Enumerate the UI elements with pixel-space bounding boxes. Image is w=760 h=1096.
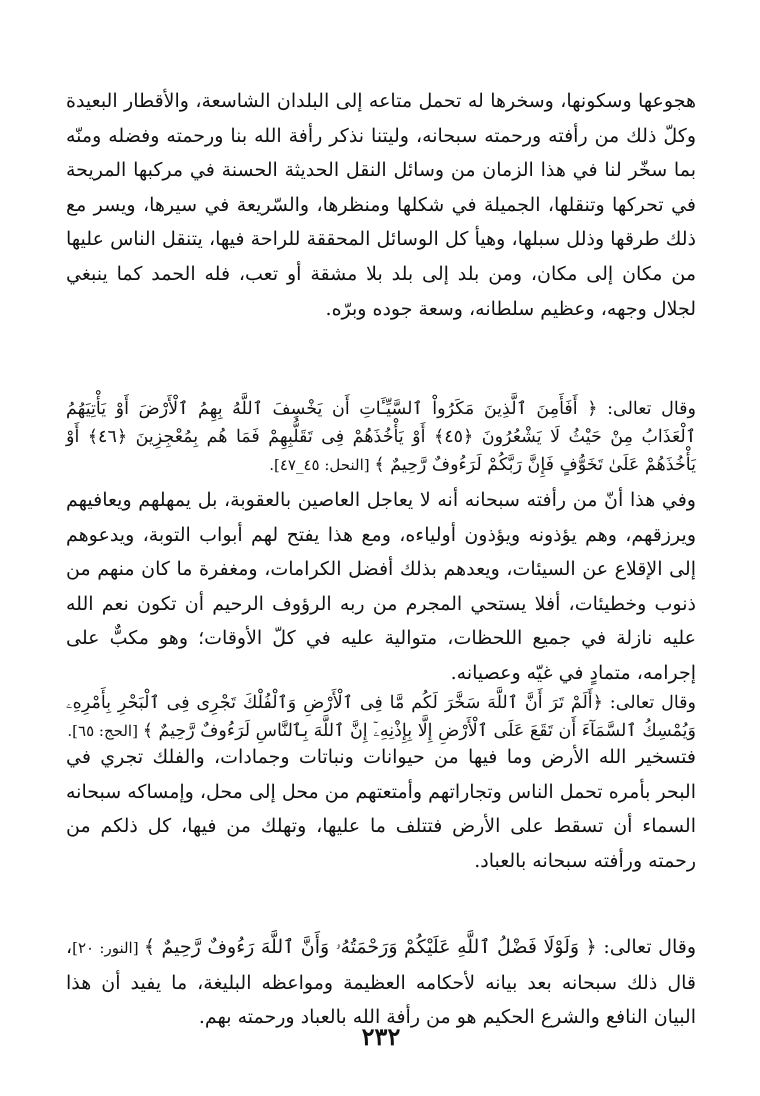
verse-commentary: ، قال ذلك سبحانه بعد بيانه لأحكامه العظيمة ومواعظه البليغة، ما يفيد أن هذا البيان النافع والشرع الحكيم هو من رأفة الله بالعباد ورحمته بهم.: [66, 936, 696, 1029]
paragraph-3: فتسخير الله الأرض وما فيها من حيوانات ونباتات وجمادات، والفلك تجري في البحر بأمره تحمل الناس وتجاراتهم وأمتعتهم من محل إلى محل، وإمساكه سبحانه السماء أن تسقط على الأرض فتتلف ما عليها، وتهلك من فيها، كل ذلكم من رحمته ورأفته سبحانه بالعباد.: [66, 746, 696, 872]
quran-verse: ﴿ وَلَوْلَا فَضْلُ ٱللَّهِ عَلَيْكُمْ وَرَحْمَتُهُۥ وَأَنَّ ٱللَّهَ رَءُوفٌ رَّحِيمٌ ﴾: [143, 936, 597, 958]
verse-intro: وقال تعالى:: [597, 399, 696, 419]
book-page: [66, 62, 696, 1062]
verse-block-2: [66, 689, 696, 745]
page-number: ٢٣٢: [361, 1022, 401, 1051]
paragraph-2: وفي هذا أنّ من رأفته سبحانه أنه لا يعاجل العاصين بالعقوبة، بل يمهلهم ويعافيهم ويرزقهم، وهم يؤذونه ويؤذون أولياءه، ومع هذا يفتح لهم أبواب التوبة، ويدعوهم إلى الإقلاع عن السيئات، ويعدهم بذلك أفضل الكرامات، ومغفرة ما كان منهم من ذنوب وخطيئات، أفلا يستحي المجرم من ربه الرؤوف الرحيم أن تكون نعم الله عليه نازلة في جميع اللحظات، متوالية عليه في كلّ الأوقات؛ وهو مكبٌّ على إجرامه، متمادٍ في غيّه وعصيانه.: [66, 489, 696, 684]
verse-reference: [النحل: ٤٥_٤٧].: [269, 456, 375, 474]
verse-reference: [الحج: ٦٥].: [67, 722, 143, 740]
verse-reference: [النور: ٢٠]: [72, 939, 144, 957]
quran-verse: ﴿ أَفَأَمِنَ ٱلَّذِينَ مَكَرُواْ ٱلسَّيِّـَٔاتِ أَن يَخْسِفَ ٱللَّهُ بِهِمُ ٱلْأَرْضَ أَوْ يَأْتِيَهُمُ ٱلْعَذَابُ مِنْ حَيْثُ لَا يَشْعُرُونَ ﴿٤٥﴾ أَوْ يَأْخُذَهُمْ فِى تَقَلُّبِهِمْ فَمَا هُم بِمُعْجِزِينَ ﴿٤٦﴾ أَوْ يَأْخُذَهُمْ عَلَىٰ تَخَوُّفٍ فَإِنَّ رَبَّكُمْ لَرَءُوفٌ رَّحِيمٌ ﴾: [66, 399, 696, 475]
verse-intro: وقال تعالى:: [596, 936, 696, 958]
verse-block-1: [66, 395, 696, 479]
verse-intro: وقال تعالى:: [602, 693, 696, 713]
verse-block-3: [66, 930, 696, 1035]
paragraph-1: هجوعها وسكونها، وسخرها له تحمل متاعه إلى البلدان الشاسعة، والأقطار البعيدة وكلّ ذلك من رأفته ورحمته سبحانه، وليتنا نذكر رأفة الله بنا ورحمته وفضله ومنّه بما سخّر لنا في هذا الزمان من وسائل النقل الحديثة الحسنة في مركبها المريحة في تحركها وتنقلها، الجميلة في شكلها ومنظرها، والسّريعة في سيرها، ويسر مع ذلك طرقها وذلل سبلها، وهيأ كل الوسائل المحققة للراحة فيها، يتنقل الناس عليها من مكان إلى مكان، ومن بلد إلى بلد بلا مشقة أو تعب، فله الحمد كما ينبغي لجلال وجهه، وعظيم سلطانه، وسعة جوده وبرّه.: [66, 90, 696, 320]
quran-verse: ﴿أَلَمْ تَرَ أَنَّ ٱللَّهَ سَخَّرَ لَكُم مَّا فِى ٱلْأَرْضِ وَٱلْفُلْكَ تَجْرِى فِى ٱلْبَحْرِ بِأَمْرِهِۦ وَيُمْسِكُ ٱلسَّمَآءَ أَن تَقَعَ عَلَى ٱلْأَرْضِ إِلَّا بِإِذْنِهِۦٓ إِنَّ ٱللَّهَ بِٱلنَّاسِ لَرَءُوفٌ رَّحِيمٌ ﴾: [66, 693, 696, 741]
